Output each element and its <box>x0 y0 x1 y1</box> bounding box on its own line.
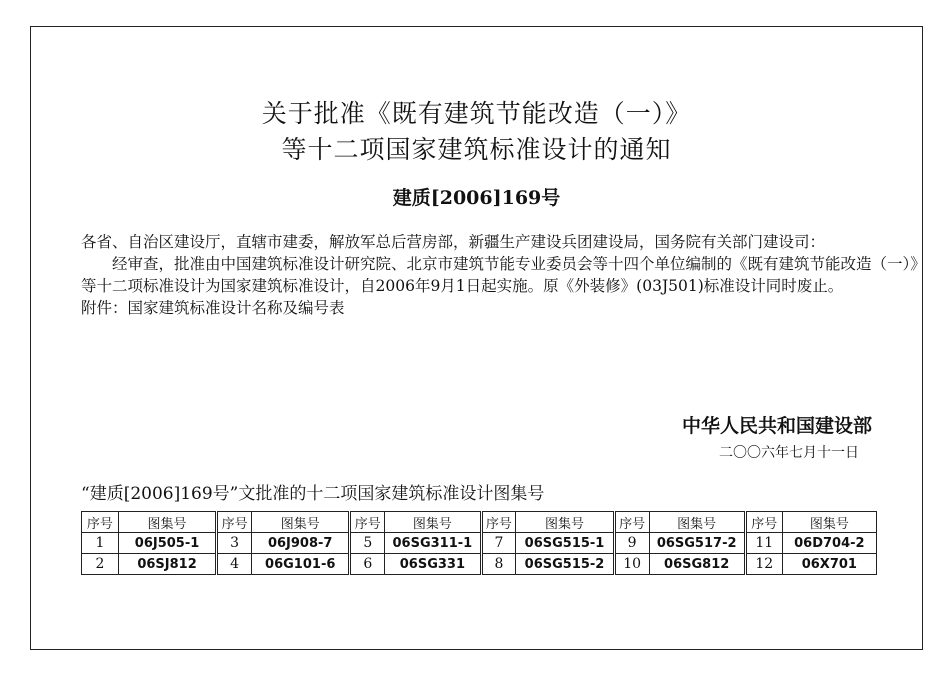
table-cell-seq: 5 <box>350 533 385 554</box>
table-cell-seq: 3 <box>217 533 252 554</box>
table-cell-code: 06SG517-2 <box>649 533 745 554</box>
header-cell: 序号 <box>614 512 649 533</box>
header-cell: 图集号 <box>118 512 216 533</box>
signature-block <box>682 411 872 462</box>
table-cell-seq: 6 <box>350 554 385 575</box>
table-cell-code: 06SG331 <box>385 554 481 575</box>
table-cell-code: 06J505-1 <box>118 533 216 554</box>
document-frame <box>30 26 926 650</box>
table-cell-seq: 10 <box>614 554 649 575</box>
table-cell-code: 06J908-7 <box>252 533 350 554</box>
notice-title-line2: 等十二项国家建筑标准设计的通知 <box>281 135 672 164</box>
header-cell: 图集号 <box>782 512 876 533</box>
table-cell-code: 06SJ812 <box>118 554 216 575</box>
table-cell-seq: 9 <box>614 533 649 554</box>
table-cell-seq: 12 <box>745 554 782 575</box>
table-header-row <box>82 512 877 533</box>
header-cell: 图集号 <box>649 512 745 533</box>
table-cell-seq: 11 <box>745 533 782 554</box>
header-cell: 序号 <box>481 512 516 533</box>
signature-organization: 中华人民共和国建设部 <box>681 415 872 437</box>
table-cell-seq: 8 <box>481 554 516 575</box>
table-cell-code: 06SG311-1 <box>385 533 481 554</box>
table-cell-seq: 1 <box>82 533 119 554</box>
table-row <box>82 554 877 575</box>
header-cell: 序号 <box>745 512 782 533</box>
table-row <box>82 533 877 554</box>
table-cell-code: 06SG812 <box>649 554 745 575</box>
signature-date: 二〇〇六年七月十一日 <box>718 445 859 461</box>
table-cell-code: 06SG515-1 <box>516 533 614 554</box>
atlas-number-table <box>81 511 877 575</box>
approval-paragraph: 经审查，批准由中国建筑标准设计研究院、北京市建筑节能专业委员会等十四个单位编制的《既有建筑节能改造（一）》等十二项标准设计为国家建筑标准设计，自2006年9月1日起实施。原《外装修》(03J501)标准设计同时废止。 <box>81 255 926 295</box>
table-cell-code: 06X701 <box>782 554 876 575</box>
document-number: 建质[2006]169号 <box>392 187 561 209</box>
table-cell-seq: 7 <box>481 533 516 554</box>
attachment-paragraph: 附件：国家建筑标准设计名称及编号表 <box>81 299 345 317</box>
table-cell-code: 06G101-6 <box>252 554 350 575</box>
table-cell-seq: 2 <box>82 554 119 575</box>
header-cell: 图集号 <box>252 512 350 533</box>
table-cell-code: 06D704-2 <box>782 533 876 554</box>
header-cell: 序号 <box>82 512 119 533</box>
header-cell: 图集号 <box>385 512 481 533</box>
addressee-paragraph: 各省、自治区建设厅，直辖市建委，解放军总后营房部，新疆生产建设兵团建设局，国务院有关部门建设司： <box>81 233 826 251</box>
notice-title-line1: 关于批准《既有建筑节能改造（一）》 <box>261 99 692 128</box>
header-cell: 序号 <box>350 512 385 533</box>
table-cell-code: 06SG515-2 <box>516 554 614 575</box>
table-title: “建质[2006]169号”文批准的十二项国家建筑标准设计图集号 <box>81 484 545 504</box>
header-cell: 图集号 <box>516 512 614 533</box>
header-cell: 序号 <box>217 512 252 533</box>
table-cell-seq: 4 <box>217 554 252 575</box>
notice-body <box>81 231 931 319</box>
